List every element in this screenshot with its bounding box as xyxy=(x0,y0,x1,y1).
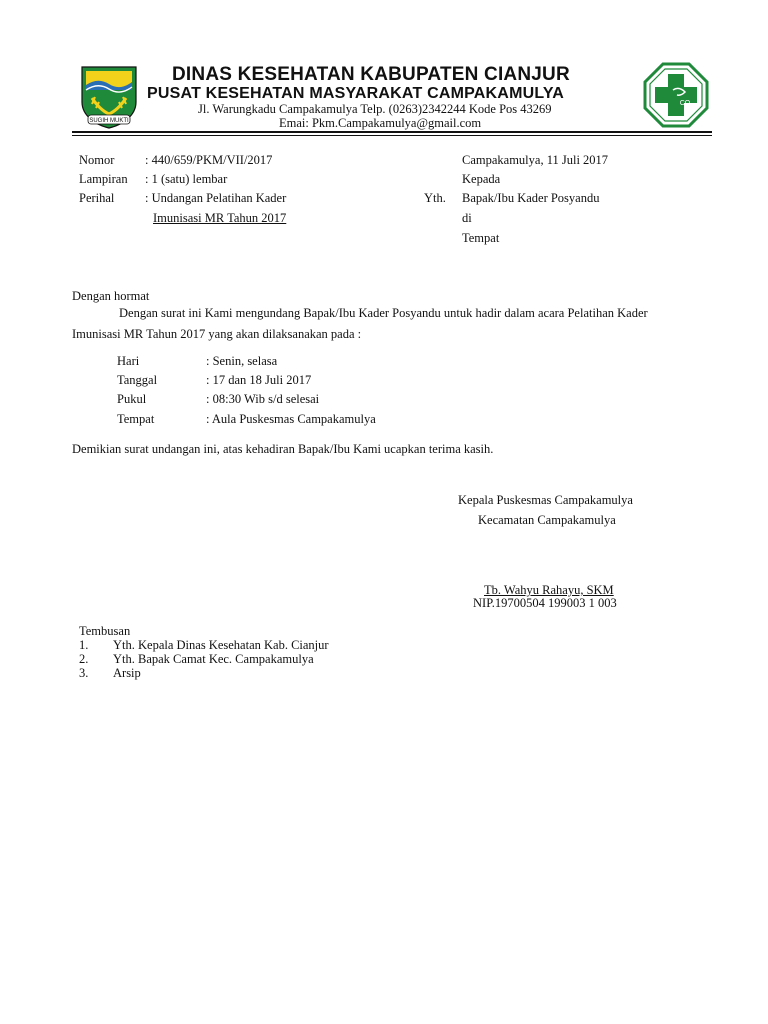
detail-value-tanggal: : 17 dan 18 Juli 2017 xyxy=(206,373,312,387)
closing-sentence: Demikian surat undangan ini, atas kehadiran Bapak/Ibu Kami ucapkan terima kasih. xyxy=(72,442,494,456)
detail-value-pukul: : 08:30 Wib s/d selesai xyxy=(206,392,320,406)
header-divider-thick xyxy=(72,131,712,133)
logo-motto: SUGIH MUKTI xyxy=(89,118,129,124)
tembusan-num-2: 2. xyxy=(79,652,89,666)
salutation: Dengan hormat xyxy=(72,289,150,303)
header-divider-thin xyxy=(72,135,712,136)
letter-date: Campakamulya, 11 Juli 2017 xyxy=(462,153,609,167)
recipient-name: Bapak/Ibu Kader Posyandu xyxy=(462,191,600,205)
signatory-name: Tb. Wahyu Rahayu, SKM xyxy=(484,583,614,597)
signatory-nip: NIP.19700504 199003 1 003 xyxy=(473,596,617,610)
yth-label: Yth. xyxy=(424,191,446,205)
detail-label-pukul: Pukul xyxy=(117,392,147,406)
detail-label-tanggal: Tanggal xyxy=(117,373,158,387)
perihal-value: : Undangan Pelatihan Kader xyxy=(145,191,287,205)
agency-title: DINAS KESEHATAN KABUPATEN CIANJUR xyxy=(172,64,570,85)
signatory-title-2: Kecamatan Campakamulya xyxy=(478,513,616,527)
email-line: Emai: Pkm.Campakamulya@gmail.com xyxy=(279,116,482,130)
signatory-title-1: Kepala Puskesmas Campakamulya xyxy=(458,493,633,507)
logo-inner-text: CO xyxy=(679,100,691,107)
perihal-value-continued: Imunisasi MR Tahun 2017 xyxy=(153,211,287,225)
detail-label-tempat: Tempat xyxy=(117,412,155,426)
lampiran-label: Lampiran xyxy=(79,172,128,186)
body-paragraph-line-1: Dengan surat ini Kami mengundang Bapak/Ibu Kader Posyandu untuk hadir dalam acara Pelatihan Kader xyxy=(119,306,648,320)
nomor-label: Nomor xyxy=(79,153,115,167)
tembusan-num-3: 3. xyxy=(79,666,89,680)
tembusan-item-3: Arsip xyxy=(113,666,141,680)
detail-value-tempat: : Aula Puskesmas Campakamulya xyxy=(206,412,376,426)
lampiran-value: : 1 (satu) lembar xyxy=(145,172,228,186)
center-title: PUSAT KESEHATAN MASYARAKAT CAMPAKAMULYA xyxy=(147,85,565,102)
kepada-label: Kepada xyxy=(462,172,501,186)
body-paragraph-line-2: Imunisasi MR Tahun 2017 yang akan dilaksanakan pada : xyxy=(72,327,362,341)
tembusan-heading: Tembusan xyxy=(79,624,131,638)
tembusan-num-1: 1. xyxy=(79,638,89,652)
address-line: Jl. Warungkadu Campakamulya Telp. (0263)2342244 Kode Pos 43269 xyxy=(198,102,552,116)
tembusan-item-1: Yth. Kepala Dinas Kesehatan Kab. Cianjur xyxy=(113,638,329,652)
detail-label-hari: Hari xyxy=(117,354,140,368)
cianjur-emblem-logo xyxy=(78,64,140,130)
recipient-tempat: Tempat xyxy=(462,231,500,245)
tembusan-item-2: Yth. Bapak Camat Kec. Campakamulya xyxy=(113,652,314,666)
nomor-value: : 440/659/PKM/VII/2017 xyxy=(145,153,273,167)
detail-value-hari: : Senin, selasa xyxy=(206,354,278,368)
recipient-di: di xyxy=(462,211,472,225)
puskesmas-logo xyxy=(643,62,709,128)
perihal-label: Perihal xyxy=(79,191,115,205)
